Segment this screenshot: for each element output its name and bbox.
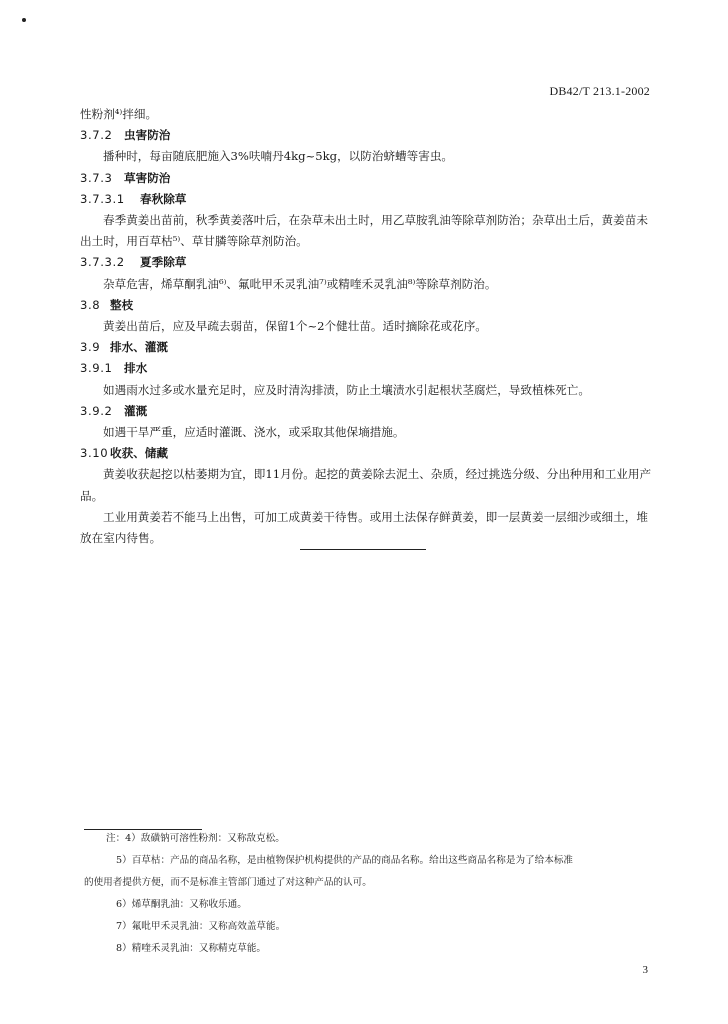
scan-dot-mark [22,18,26,22]
section-number: 3.7.3.2 [80,255,125,270]
section-title: 草害防治 [124,170,171,185]
footnote-6: 6）烯草酮乳油：又称收乐通。 [116,899,247,910]
footnotes [84,828,658,960]
section-number: 3.7.2 [80,128,113,143]
section-number: 3.9 [80,340,101,355]
section-heading-3-7-3-2 [80,252,655,273]
section-text-3-9-1: 如遇雨水过多或水量充足时，应及时清沟排渍，防止土壤渍水引起根状茎腐烂，导致植株死亡。 [103,382,590,397]
section-heading-3-7-3 [80,168,655,189]
footnote-5: 5）百草枯：产品的商品名称，是由植物保护机构提供的产品的商品名称。给出这些商品名称是为了给本标准 [116,855,574,866]
footnote-4: 注：4）敌磺钠可溶性粉剂：又称敌克松。 [106,833,285,844]
section-title: 春秋除草 [140,191,187,206]
section-title: 排水 [124,361,148,376]
section-title: 收获、储藏 [110,446,168,461]
document-body [80,104,655,549]
section-heading-3-9-2 [80,401,655,422]
continued-line: 性粉剂⁴⁾拌细。 [80,107,158,121]
section-text-3-10-b: 工业用黄姜若不能马上出售，可加工成黄姜干待售。或用土法保存鲜黄姜，即一层黄姜一层细沙或细土，堆放在室内待售。 [80,509,648,546]
section-text-3-8: 黄姜出苗后，应及早疏去弱苗，保留1个~2个健壮苗。适时摘除花或花序。 [103,319,487,334]
section-heading-3-9-1 [80,358,655,379]
section-text-3-7-3-2: 杂草危害，烯草酮乳油⁶⁾、氟吡甲禾灵乳油⁷⁾或精喹禾灵乳油⁸⁾等除草剂防治。 [103,276,497,291]
section-title: 夏季除草 [140,255,187,270]
section-title: 虫害防治 [124,128,171,143]
section-heading-3-9 [80,337,655,358]
section-number: 3.7.3.1 [80,191,125,206]
section-heading-3-8 [80,295,655,316]
section-number: 3.8 [80,297,101,312]
end-of-text-rule [300,549,426,550]
standard-code: DB42/T 213.1-2002 [549,84,650,98]
section-title: 整枝 [110,297,134,312]
footnote-5-continued: 的使用者提供方便，而不是标准主管部门通过了对这种产品的认可。 [84,877,372,888]
section-number: 3.9.2 [80,403,113,418]
section-title: 排水、灌溉 [110,340,168,355]
footnote-8: 8）精喹禾灵乳油：又称精克草能。 [116,943,267,954]
section-text-3-9-2: 如遇干旱严重，应适时灌溉、浇水，或采取其他保墒措施。 [103,425,405,440]
section-heading-3-10 [80,443,655,464]
section-text-3-10-a: 黄姜收获起挖以枯萎期为宜，即11月份。起挖的黄姜除去泥土、杂质，经过挑选分级、分出种用和工业用产品。 [80,467,652,503]
section-text-3-7-2: 播种时，每亩随底肥施入3%呋喃丹4kg~5kg，以防治蛴螬等害虫。 [103,149,454,164]
page-number: 3 [642,964,648,976]
section-heading-3-7-3-1 [80,189,655,210]
footnote-7: 7）氟吡甲禾灵乳油：又称高效盖草能。 [116,921,286,932]
section-number: 3.9.1 [80,361,113,376]
section-text-3-7-3-1: 春季黄姜出苗前，秋季黄姜落叶后，在杂草未出土时，用乙草胺乳油等除草剂防治；杂草出土后，黄姜苗未出土时，用百草枯⁵⁾、草甘膦等除草剂防治。 [80,213,648,249]
section-number: 3.7.3 [80,170,113,185]
section-title: 灌溉 [124,403,148,418]
section-number: 3.10 [80,446,109,461]
section-heading-3-7-2 [80,125,655,146]
